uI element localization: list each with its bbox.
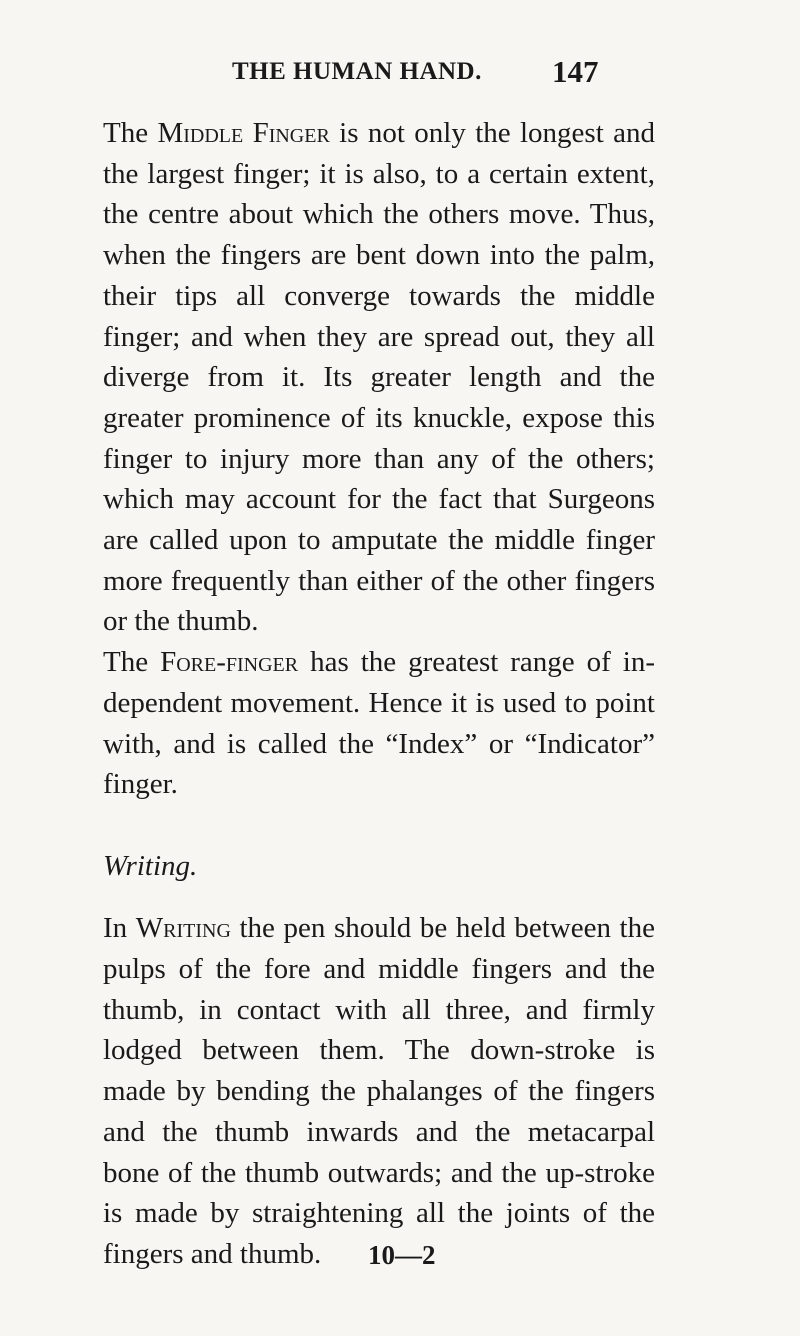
- paragraph-text: is not only the longest and the largest finger; it is also, to a certain extent, the centre about which the others move. Thus, when the fingers are bent down into the palm, their tips all converge towards the middle finger; and when they are spread out, they all diverge from it. Its greater length and the greater prominence of its knuckle, expose this finger to injury more than any of the others; which may account for the fact that Surgeons are called upon to amputate the middle finger more frequently than either of the other fingers or the thumb.: [103, 117, 655, 638]
- paragraph-middle-finger: [103, 113, 655, 642]
- paragraph-text: the pen should be held between the pulps of the fore and middle fingers and the thumb, in contact with all three, and firmly lodged between them. The down-stroke is made by bending the phalanges of the fingers and the thumb inwards and the metacarpal bone of the thumb outwards; and the up-stroke is made by straightening all the joints of the fingers and thumb.: [103, 912, 655, 1270]
- paragraph-writing: [103, 908, 655, 1274]
- paragraph-lead: The: [103, 646, 161, 679]
- paragraph-text: has the greatest range of independent movement. Hence it is used to point with, and is called the “Index” or “Indicator” finger.: [103, 646, 656, 801]
- term-middle-finger: Middle Finger: [157, 117, 330, 149]
- paragraph-lead: The: [103, 117, 158, 149]
- section-gap: [103, 886, 655, 908]
- body-text: [103, 113, 655, 1275]
- running-head: [232, 54, 632, 94]
- running-title: THE HUMAN HAND.: [232, 58, 482, 85]
- signature-mark: 10—2: [368, 1240, 436, 1270]
- section-heading: Writing.: [103, 849, 198, 882]
- paragraph-fore-finger: [103, 642, 655, 805]
- section-gap: [103, 805, 655, 846]
- paragraph-lead: In: [103, 912, 136, 945]
- term-fore-finger: Fore-finger: [160, 646, 299, 679]
- page-number: 147: [552, 54, 599, 89]
- term-writing: Writing: [135, 912, 231, 945]
